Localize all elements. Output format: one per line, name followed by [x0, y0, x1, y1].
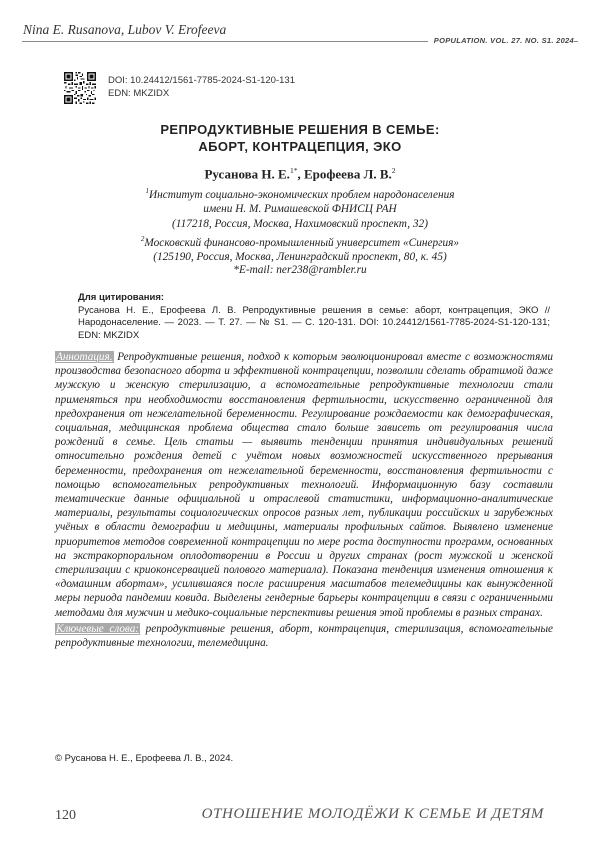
abstract-text: Репродуктивные решения, подход к которым эволюционировал вместе с возможностями производства безопасного аборта и эффективной контрацепции, позволили сделать обратимой даже мужскую и женскую стерилизацию, а вспомогательные репродуктивные технологии стали применяться при необходимости восстановления фертильности, искусственно ограниченной для предохранения от нежелательной беременности. Регулирование рождаемости как демографическая, социальная, медицинская проблема общества стало больше зависеть от регулирования числа рождений в семье. Цель статьи — выявить тенденции принятия индивидуальных решений относительно рождения детей с учётом новых возможностей искусственного прерывания беременности, предохранения от нежелательной беременности, восстановления фертильности с помощью вспомогательных репродуктивных технологий. Информационную базу составили тематические данные официальной и отраслевой статистики, информационно-аналитические материалы, результаты социологических опросов разных лет, публикации российских и зарубежных учёных в области демографии и медицины, материалы профильных сайтов. Выявлено изменение приоритетов методов современной контрацепции по мере роста доступности программ, основанных на экстракорпоральном оплодотворении в России и других странах (рост мужской и женской стерилизации с криоконсервацией полового материала). Показана тенденция изменения отношения к «домашним абортам», усилившаяся после расширения масштабов телемедицины как вынужденной меры периода пандемии ковида. Выделены гендерные барьеры контрацепции в связи с ограниченными методами для мужчин и медико-социальные перспективы решения этой проблемы в разных странах. — [55, 351, 553, 619]
affiliations: 1Институт социально-экономических проблем народонаселения имени Н. М. Римашевской ФНИСЦ РАН (117218, Россия, Москва, Нахимовский проспект, 32) 2Московский финансово-промышленный университет «Синергия» (125190, Россия, Москва, Ленинградский проспект, 80, к. 45) — [90, 184, 510, 265]
citation-text: Русанова Н. Е., Ерофеева Л. В. Репродуктивные решения в семье: аборт, контрацепция, ЭКО // Народонаселение. — 2023. — Т. 27. — № S1. — С. 120-131. DOI: 10.24412/1561-7785-2024-S1-120-131; EDN: MKZIDX — [78, 305, 550, 342]
qr-code-icon — [64, 72, 96, 104]
article-title: РЕПРОДУКТИВНЫЕ РЕШЕНИЯ В СЕМЬЕ: АБОРТ, КОНТРАЦЕПЦИЯ, ЭКО — [60, 121, 540, 155]
keywords-text: репродуктивные решения, аборт, контрацепция, стерилизация, вспомогательные репродуктивные технологии, телемедицина. — [55, 623, 553, 649]
page-number: 120 — [55, 808, 76, 824]
article-authors: Русанова Н. Е.1*, Ерофеева Л. В.2 — [0, 166, 600, 182]
author-1: Русанова Н. Е. — [204, 166, 289, 181]
running-header-authors: Nina E. Rusanova, Lubov V. Erofeeva — [23, 22, 226, 38]
author-2: Ерофеева Л. В. — [304, 166, 392, 181]
abstract-paragraph — [55, 350, 553, 620]
section-footer: ОТНОШЕНИЕ МОЛОДЁЖИ К СЕМЬЕ И ДЕТЯМ — [202, 806, 544, 823]
doi[interactable]: DOI: 10.24412/1561-7785-2024-S1-120-131 — [108, 74, 295, 87]
running-header-journal: POPULATION. VOL. 27. NO. S1. 2024 — [428, 36, 574, 45]
abstract — [55, 350, 553, 650]
corresponding-email[interactable]: *E-mail: ner238@rambler.ru — [0, 264, 600, 276]
abstract-label: Аннотация. — [55, 351, 114, 363]
copyright: © Русанова Н. Е., Ерофеева Л. В., 2024. — [55, 753, 233, 764]
citation-heading: Для цитирования: — [78, 292, 164, 303]
keywords-paragraph — [55, 622, 553, 650]
keywords-label: Ключевые слова: — [55, 623, 140, 635]
edn: EDN: MKZIDX — [108, 87, 295, 100]
identifiers — [108, 74, 295, 100]
